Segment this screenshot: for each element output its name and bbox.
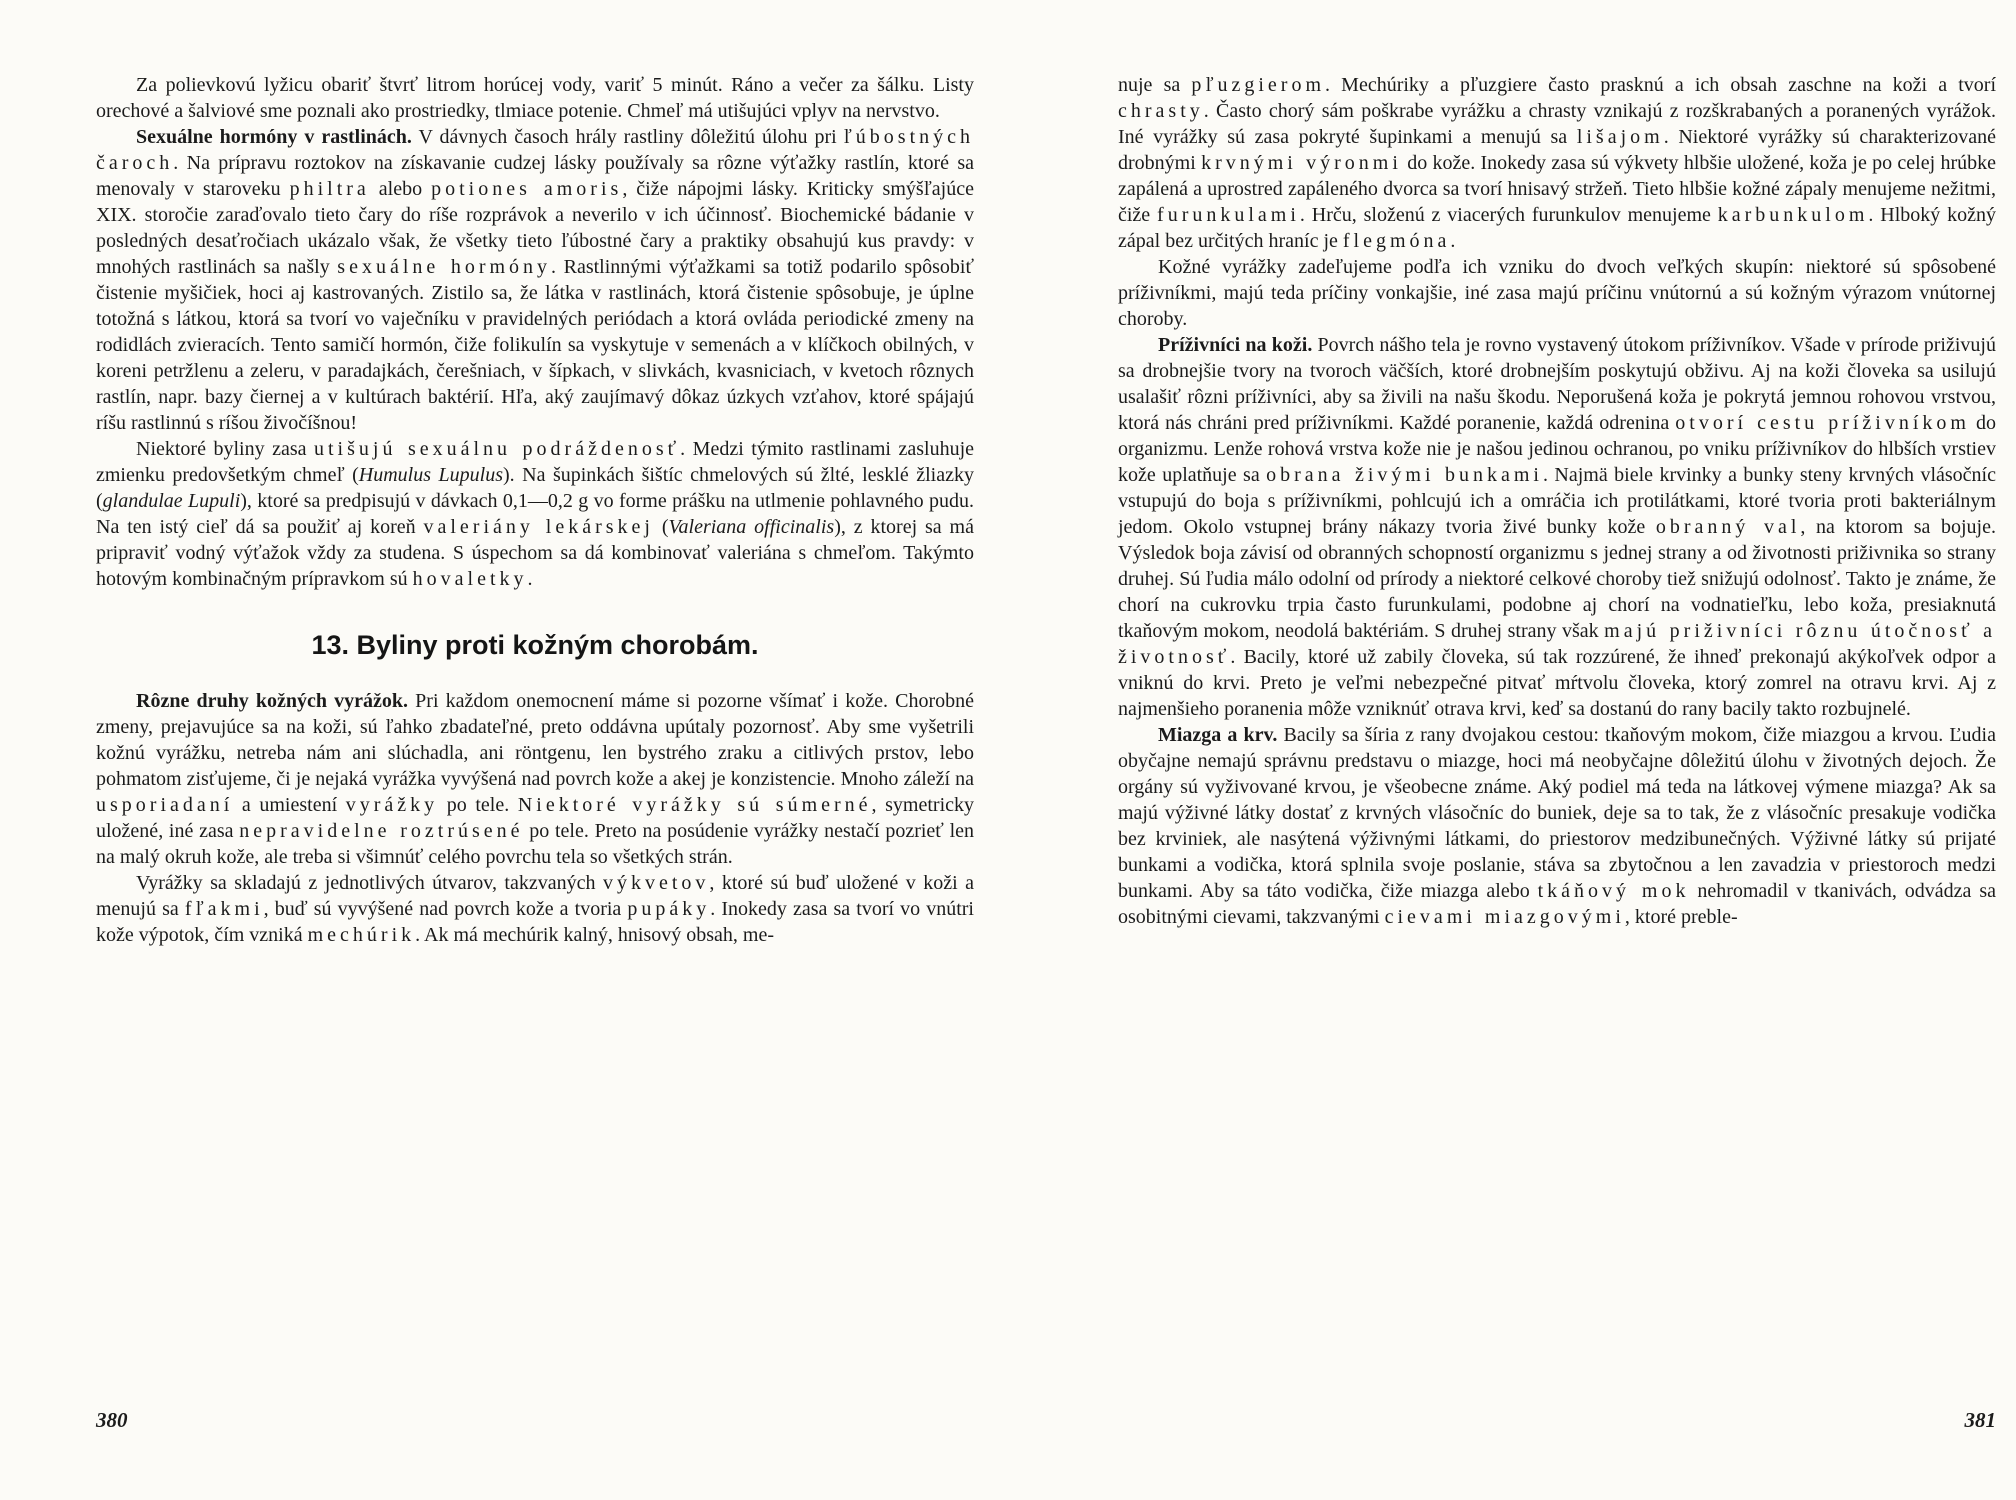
text-run: . Rastlinnými výťažkami sa totiž podarilo spôsobiť čistenie myšičiek, hoci aj kastrovaných. Zistilo sa, že látka v rastlinách, ktorá čistenie spôsobuje, je úplne totožná s látkou, ktorá sa tvorí vo vaječníku v pravidelných periódach a ktorá ovláda periodické zmeny na rodidlách zvieracích. Tento samičí hormón, čiže folikulín sa vyskytuje v semenách a v klíčkoch obilných, v koreni petržlenu a zeleru, v paradajkách, čerešniach, v šípkach, v slivkách, kvasniciach, v kvetoch rôznych rastlín, napr. bazy čiernej a v kultúrach baktérií. Hľa, aký zaujímavý dôkaz úzkych vzťahov, ktoré spájajú ríšu rastlinnú s ríšou živočíšnou! (96, 256, 974, 434)
text-run: karbunkulom (1717, 204, 1869, 226)
text-run: utišujú sexuálnu podráždenosť (314, 438, 681, 460)
text-run: potiones amoris (431, 178, 623, 200)
text-run: . Často chorý sám poškrabe vyrážku a chrasty vznikajú z rozškrabaných a poranených vyrážok. Iné vyrážky sú zasa pokryté šupinkami a menujú sa (1118, 100, 1996, 148)
text-run: obranný val (1655, 516, 1801, 538)
text-run: Povrch nášho tela je rovno vystavený útokom príživníkov. Všade v prírode priživujú sa drobnejšie tvory na tvoroch väčších, ktoré drobnejším poskytujú obživu. Aj na koži človeka sa usilujú usalašiť rôzni príživníci, aby sa živili na našu škodu. Neporušená koža je pokrytá jemnou rohovou vrstvou, ktorá nás chráni pred príživníkmi. Každé poranenie, každá odrenina (1118, 334, 1996, 434)
text-run: výkvetov (602, 872, 710, 894)
text-run: nepravidelne roztrúsené (239, 820, 524, 842)
text-run: Kožné vyrážky zadeľujeme podľa ich vzniku do dvoch veľkých skupín: niektoré sú spôsobené príživníkmi, majú teda príčiny vonkajšie, iné zasa majú príčinu vnútornú a sú kožným výrazom vnútornej choroby. (1118, 256, 1996, 330)
text-run: fľakmi (184, 898, 264, 920)
text-run: philtra (289, 178, 370, 200)
text-run: . Hlboký kožný zápal bez určitých hraníc je (1118, 204, 1996, 252)
paragraph (96, 688, 974, 870)
text-run: . Mechúriky a pľuzgiere často prasknú a ich obsah zaschne na koži a tvorí (1325, 74, 1997, 96)
text-run: nuje sa (1118, 74, 1192, 96)
paragraph (1118, 254, 1996, 332)
text-run: sexuálne hormóny (337, 256, 552, 278)
text-run: tkáňový mok (1537, 880, 1690, 902)
text-run: 13. Byliny proti kožným chorobám. (311, 630, 759, 660)
paragraph (96, 870, 974, 948)
text-run: mechúrik (307, 924, 416, 946)
text-run: alebo (369, 178, 432, 200)
text-run: chrasty (1118, 100, 1204, 122)
paragraph (96, 72, 974, 124)
text-run: , ktoré sú buď uložené v koži a menujú sa (96, 872, 974, 920)
text-run: , symetricky uložené, iné zasa (96, 794, 975, 842)
text-run: lišajom (1576, 126, 1664, 148)
text-run: ľúbostných čaroch (96, 126, 974, 174)
text-run: Humulus Lupulus (358, 464, 503, 486)
text-run: Za polievkovú lyžicu obariť štvrť litrom horúcej vody, variť 5 minút. Ráno a večer za šálku. Listy orechové a šalviové sme poznali ako prostriedky, tlmiace potenie. Chmeľ má utišujúci vplyv na nervstvo. (96, 74, 974, 122)
text-run: majú priživníci rôznu útočnosť a životnosť (1118, 620, 1996, 668)
text-run: , ktoré preble- (1624, 906, 1738, 928)
text-run: . Bacily, ktoré už zabily človeka, sú tak rozzúrené, že ihneď prekonajú akýkoľvek odpor a vniknú do krvi. Preto je veľmi nebezpečné pitvať mŕtvolu človeka, ktorý zomrel na otravu krvi. Aj z najmenšieho poranenia môže vzniknúť otrava krvi, keď sa dostanú do rany bacily takto rozbujnelé. (1118, 646, 1996, 720)
page-number-left: 380 (96, 1408, 128, 1432)
text-run: , na ktorom sa bojuje. Výsledok boja závisí od obranných schopností organizmu s jednej strany a od životnosti priživnika so strany druhej. Sú ľudia málo odolní od prírody a niektoré celkové choroby tiež snižujú odolnosť. Takto je známe, že chorí na cukrovku trpia často furunkulami, podobne aj chorí na vodnatieľku, lebo koža, presiaknutá tkaňovým mokom, neodolá baktériám. S druhej strany však (1118, 516, 1996, 642)
text-run: ), z ktorej sa má pripraviť vodný výťažok vždy za studena. S úspechom sa dá kombinovať valeriána s chmeľom. Takýmto hotovým kombinačným prípravkom sú (96, 516, 974, 590)
text-run: otvorí cestu príživníkom (1675, 412, 1970, 434)
paragraph (96, 436, 974, 592)
text-run: nehromadil v tkanivách, odvádza sa osobitnými cievami, takzvanými (1118, 880, 1996, 928)
text-run: vyrážky (345, 794, 439, 816)
text-run: ( (653, 516, 669, 538)
page-left-content (96, 72, 974, 948)
text-run: . Hrču, složenú z viacerých furunkulov menujeme (1299, 204, 1718, 226)
text-run: obrana živými bunkami (1266, 464, 1543, 486)
text-run: V dávnych časoch hrály rastliny dôležitú úlohu pri (411, 126, 844, 148)
text-run: glandulae Lupuli (102, 490, 241, 512)
text-run: po tele. Preto na posúdenie vyrážky nestačí pozrieť len na malý okruh kože, ale treba si všimnúť celého povrchu tela so všetkých strán. (96, 820, 974, 868)
paragraph (1118, 332, 1996, 722)
text-run: Príživníci na koži. (1158, 334, 1313, 356)
text-run: . Niektoré vyrážky sú charakterizované drobnými (1118, 126, 1996, 174)
text-run: krvnými výronmi (1201, 152, 1402, 174)
text-run: Valeriana officinalis (668, 516, 835, 538)
text-run: Sexuálne hormóny v rastlinách. (136, 126, 412, 148)
text-run: Vyrážky sa skladajú z jednotlivých útvarov, takzvaných (136, 872, 603, 894)
text-run: Bacily sa šíria z rany dvojakou cestou: tkaňovým mokom, čiže miazgou a krvou. Ľudia obyčajne nemajú správnu predstavu o miazge, hoci má neobyčajne dôležitú úlohu v životných dejoch. Že orgány sú vyživované krvou, je všeobecne známe. Aký podiel má teda na látkovej výmene miazga? Ak sa majú výživné látky dostať z krvných vlásočníc do buniek, deje sa to tak, že z vlásočníc presakuje vodička bez krviniek, ale nasýtená výživnými látkami, do priestorov medzibunečných. Výživné látky sú prijaté bunkami a vodička, ktorá splnila svoje poslanie, stáva sa zbytočnou a len zavadzia v priestoroch medzi bunkami. Aby sa táto vodička, čiže miazga alebo (1118, 724, 1996, 902)
text-run: , čiže nápojmi lásky. Kriticky smýšľajúce XIX. storočie zaraďovalo tieto čary do ríše rozprávok a neverilo v ich účinnosť. Biochemické bádanie v posledných desaťročiach ukázalo však, že všetky tieto ľúbostné čary a praktiky obsahujú kus pravdy: v mnohých rastlinách sa našly (96, 178, 974, 278)
text-run: . Inokedy zasa sa tvorí vo vnútri kože výpotok, čím vzniká (96, 898, 974, 946)
text-run: Niektoré byliny zasa (136, 438, 314, 460)
paragraph (1118, 722, 1996, 930)
text-run: Rôzne druhy kožných vyrážok. (136, 690, 409, 712)
text-run: . Najmä biele krvinky a bunky steny krvných vlásočníc vstupujú do boja s príživníkmi, pohlcujú ich a omráčia ich protilátkami, ktoré tvoria proti bakteriálnym jedom. Okolo vstupnej brány nákazy tvoria živé bunky kože (1118, 464, 1996, 538)
text-run: Niektoré vyrážky sú súmerné (517, 794, 872, 816)
chapter-heading (96, 632, 974, 658)
text-run: ), ktoré sa predpisujú v dávkach 0,1—0,2 g vo forme prášku na utlmenie pohlavného pudu. Na ten istý cieľ dá sa použiť aj koreň (96, 490, 974, 538)
text-run: do kože. Inokedy zasa sú výkvety hlbšie uložené, koža je po celej hrúbke zapálená a uprostred zapáleného dvorca sa tvorí hnisavý stržeň. Tieto hlbšie kožné zápaly menujeme nežitmi, čiže (1118, 152, 1996, 226)
text-run: Pri každom onemocnení máme si pozorne všímať i kože. Chorobné zmeny, prejavujúce sa na koži, sú ľahko zbadateľné, preto oddávna upútaly pozornosť. Aby sme vyšetrili kožnú vyrážku, netreba nám ani slúchadla, ani röntgenu, len bystrého zraku a citlivých prstov, lebo pohmatom zisťujeme, či je nejaká vyrážka vyvýšená nad povrch kože a akej je konzistencie. Mnoho záleží na (96, 690, 974, 790)
text-run: . Medzi týmito rastlinami zasluhuje zmienku predovšetkým chmeľ ( (96, 438, 974, 486)
text-run: a umiestení (233, 794, 346, 816)
page-right-content (1118, 72, 1996, 930)
text-run: cievami miazgovými (1384, 906, 1625, 928)
text-run: . (1450, 230, 1456, 252)
text-run: , buď sú vyvýšené nad povrch kože a tvoria (263, 898, 628, 920)
text-run: pľuzgierom (1191, 74, 1326, 96)
text-run: pupáky (627, 898, 711, 920)
page-number-right: 381 (1964, 1408, 1996, 1432)
text-run: usporiadaní (96, 794, 234, 816)
text-run: furunkulami (1157, 204, 1300, 226)
text-run: po tele. (438, 794, 518, 816)
text-run: Miazga a krv. (1158, 724, 1278, 746)
paragraph (96, 124, 974, 436)
paragraph (1118, 72, 1996, 254)
text-run: valeriány lekárskej (423, 516, 654, 538)
text-run: . (527, 568, 533, 590)
text-run: hovaletky (412, 568, 528, 590)
text-run: ). Na šupinkách šištíc chmelových sú žlté, lesklé žliazky ( (96, 464, 974, 512)
text-run: flegmóna (1342, 230, 1451, 252)
text-run: do organizmu. Lenže rohová vrstva kože nie je našou jedinou ochranou, po vniku príživníkov do hlbších vrstiev kože uplatňuje sa (1118, 412, 1997, 486)
text-run: . Na prípravu roztokov na získavanie cudzej lásky používaly sa rôzne výťažky rastlín, ktoré sa menovaly v staroveku (96, 152, 974, 200)
text-run: . Ak má mechúrik kalný, hnisový obsah, me- (415, 924, 774, 946)
